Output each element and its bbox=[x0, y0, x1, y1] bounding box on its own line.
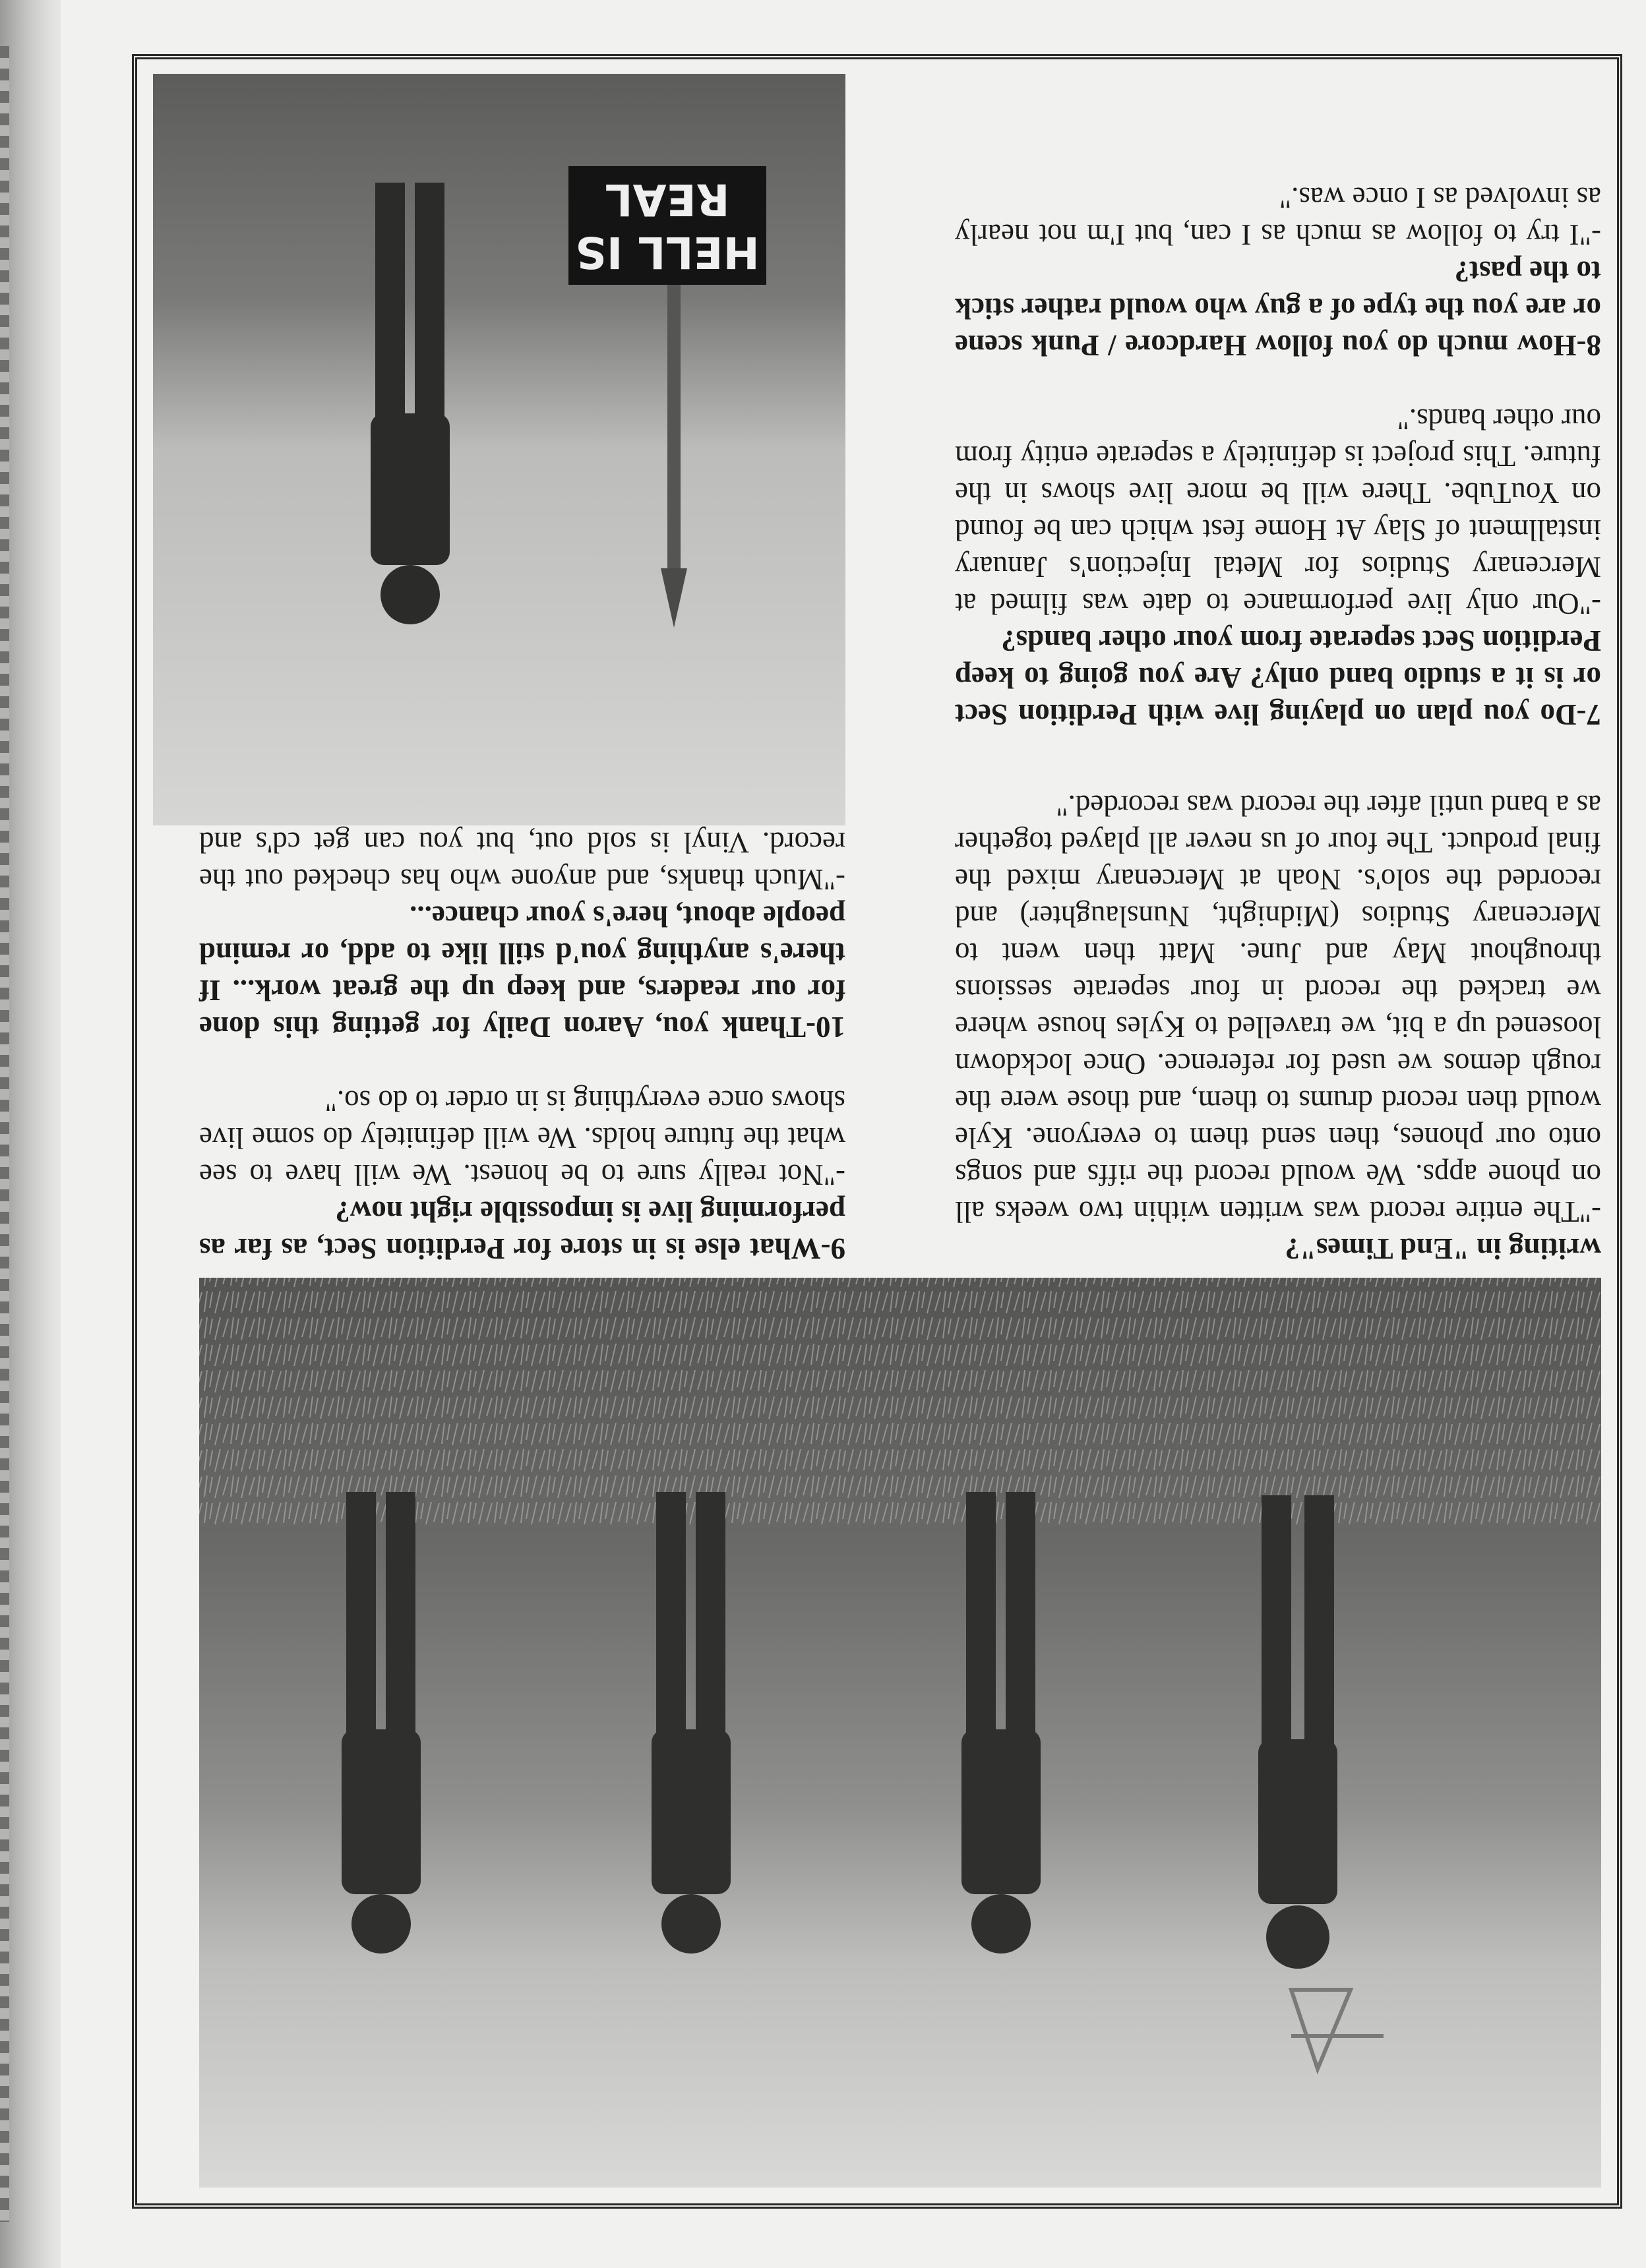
question-7: 7-Do you plan on playing live with Perdition Sect or is it a studio band only? Are you going to keep Perdition Sect seperate from your other bands? bbox=[955, 624, 1601, 731]
answer-10: -"Much thanks, and anyone who has checked out the record. Vinyl is sold out, but you can get cd's and bbox=[199, 826, 845, 896]
answer-8: -"I try to follow as much as I can, but I'm not nearly as involved as I once was." bbox=[955, 181, 1601, 251]
zine-page bbox=[61, 0, 1646, 2268]
book-binding bbox=[0, 0, 61, 2268]
answer-9: -"Not really sure to be honest. We will have to see what the future holds. We will definitely do some live shows once everything is in order to do so." bbox=[199, 1085, 845, 1191]
answer-7: -"Our only live performance to date was filmed at Mercenary Studios for Metal Injection's January installment of Slay At Home fest which can be found on YouTube. There will be more live shows in the future. This project is definitely a seperate entity from our other bands." bbox=[955, 403, 1601, 620]
article-column-2 bbox=[955, 787, 1601, 1267]
page-content-rotated bbox=[137, 59, 1617, 2203]
article-column-1 bbox=[955, 142, 1601, 733]
sign-board bbox=[568, 166, 766, 285]
answer-6: -"The entire record was written within two weeks all on phone apps. We would record the riffs and songs onto our phones, then send them to everyone. Kyle would then record drums to them, and those were the rough demos we used for reference. Once lockdown loosened up a bit, we travelled to Kyles house where we tracked the record in four seperate sessions throughout May and June. Matt then went to Mercenary Studios (Midnight, Nunslaughter) and recorded the solo's. Noah at Mercenary mixed the final product. The four of us never all played together as a band until after the record was recorded." bbox=[955, 789, 1601, 1228]
question-10: 10-Thank you, Aaron Daily for getting this done for our readers, and keep up the great work... If there's anything you'd still like to add, or remind people about, here's your chance... bbox=[199, 900, 845, 1044]
page-frame bbox=[132, 54, 1622, 2209]
question-6-tail: writing in "End Times"? bbox=[1285, 1232, 1601, 1265]
sign-line-2: REAL bbox=[605, 174, 730, 225]
question-8: 8-How much do you follow Hardcore / Punk scene or are you the type of a guy who would rather stick to the past? bbox=[955, 255, 1601, 362]
question-9: 9-What else is in store for Perdition Sect, as far as performing live is impossible right now? bbox=[199, 1195, 845, 1265]
sign-line-1: HELL IS bbox=[575, 227, 760, 278]
sign-photo bbox=[153, 74, 845, 825]
binding-edge bbox=[0, 46, 9, 2222]
band-photo bbox=[199, 1278, 1601, 2188]
